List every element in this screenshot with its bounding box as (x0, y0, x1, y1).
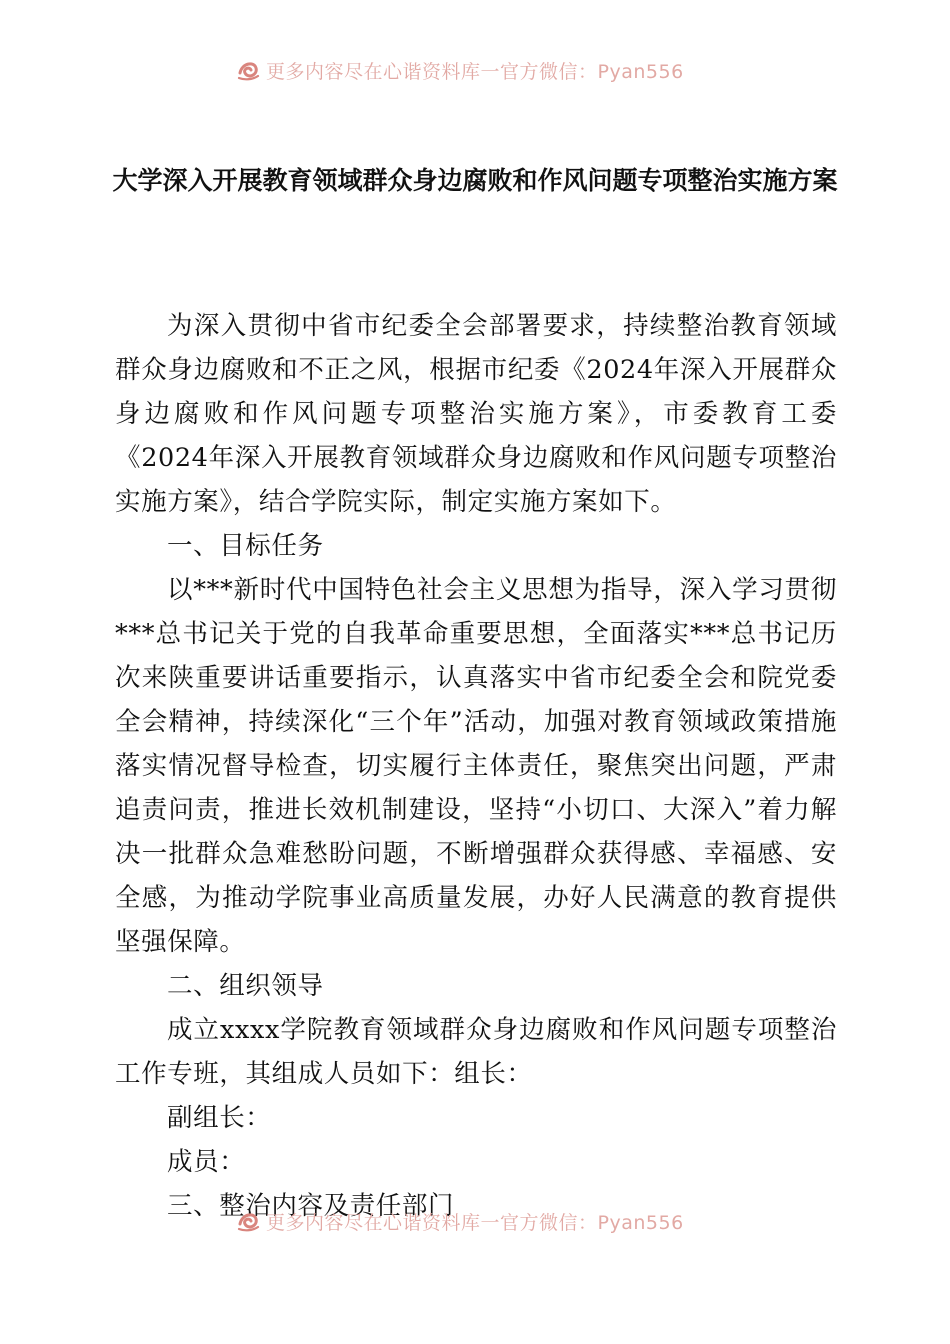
watermark-text: 更多内容尽在心谐资料库一官方微信：Pyan556 (266, 60, 684, 83)
body-paragraph: 副组长： (167, 1103, 272, 1133)
section-heading: 三、整治内容及责任部门 (167, 1191, 455, 1221)
section-heading: 一、目标任务 (167, 531, 324, 561)
body-paragraph: 成员： (167, 1147, 246, 1177)
watermark-header (236, 56, 756, 84)
watermark-text: 更多内容尽在心谐资料库一官方微信：Pyan556 (266, 1211, 684, 1234)
section-heading: 二、组织领导 (167, 971, 324, 1001)
spiral-logo-icon (236, 57, 262, 83)
watermark-footer (236, 1207, 756, 1235)
intro-paragraph: 为深入贯彻中省市纪委全会部署要求，持续整治教育领域群众身边腐败和不正之风，根据市纪委《2024年深入开展群众身边腐败和作风问题专项整治实施方案》，市委教育工委《2024年深入开展教育领域群众身边腐败和作风问题专项整治实施方案》，结合学院实际，制定实施方案如下。 (115, 311, 837, 517)
spiral-logo-icon (236, 1208, 262, 1234)
document-body (115, 304, 837, 1228)
document-title: 大学深入开展教育领域群众身边腐败和作风问题专项整治实施方案 (112, 166, 838, 195)
body-paragraph: 以***新时代中国特色社会主义思想为指导，深入学习贯彻***总书记关于党的自我革命重要思想，全面落实***总书记历次来陕重要讲话重要指示，认真落实中省市纪委全会和院党委全会精神，持续深化“三个年”活动，加强对教育领域政策措施落实情况督导检查，切实履行主体责任，聚焦突出问题，严肃追责问责，推进长效机制建设，坚持“小切口、大深入”着力解决一批群众急难愁盼问题，不断增强群众获得感、幸福感、安全感，为推动学院事业高质量发展，办好人民满意的教育提供坚强保障。 (115, 575, 837, 957)
body-paragraph: 成立xxxx学院教育领域群众身边腐败和作风问题专项整治工作专班，其组成人员如下：组长： (115, 1015, 837, 1089)
